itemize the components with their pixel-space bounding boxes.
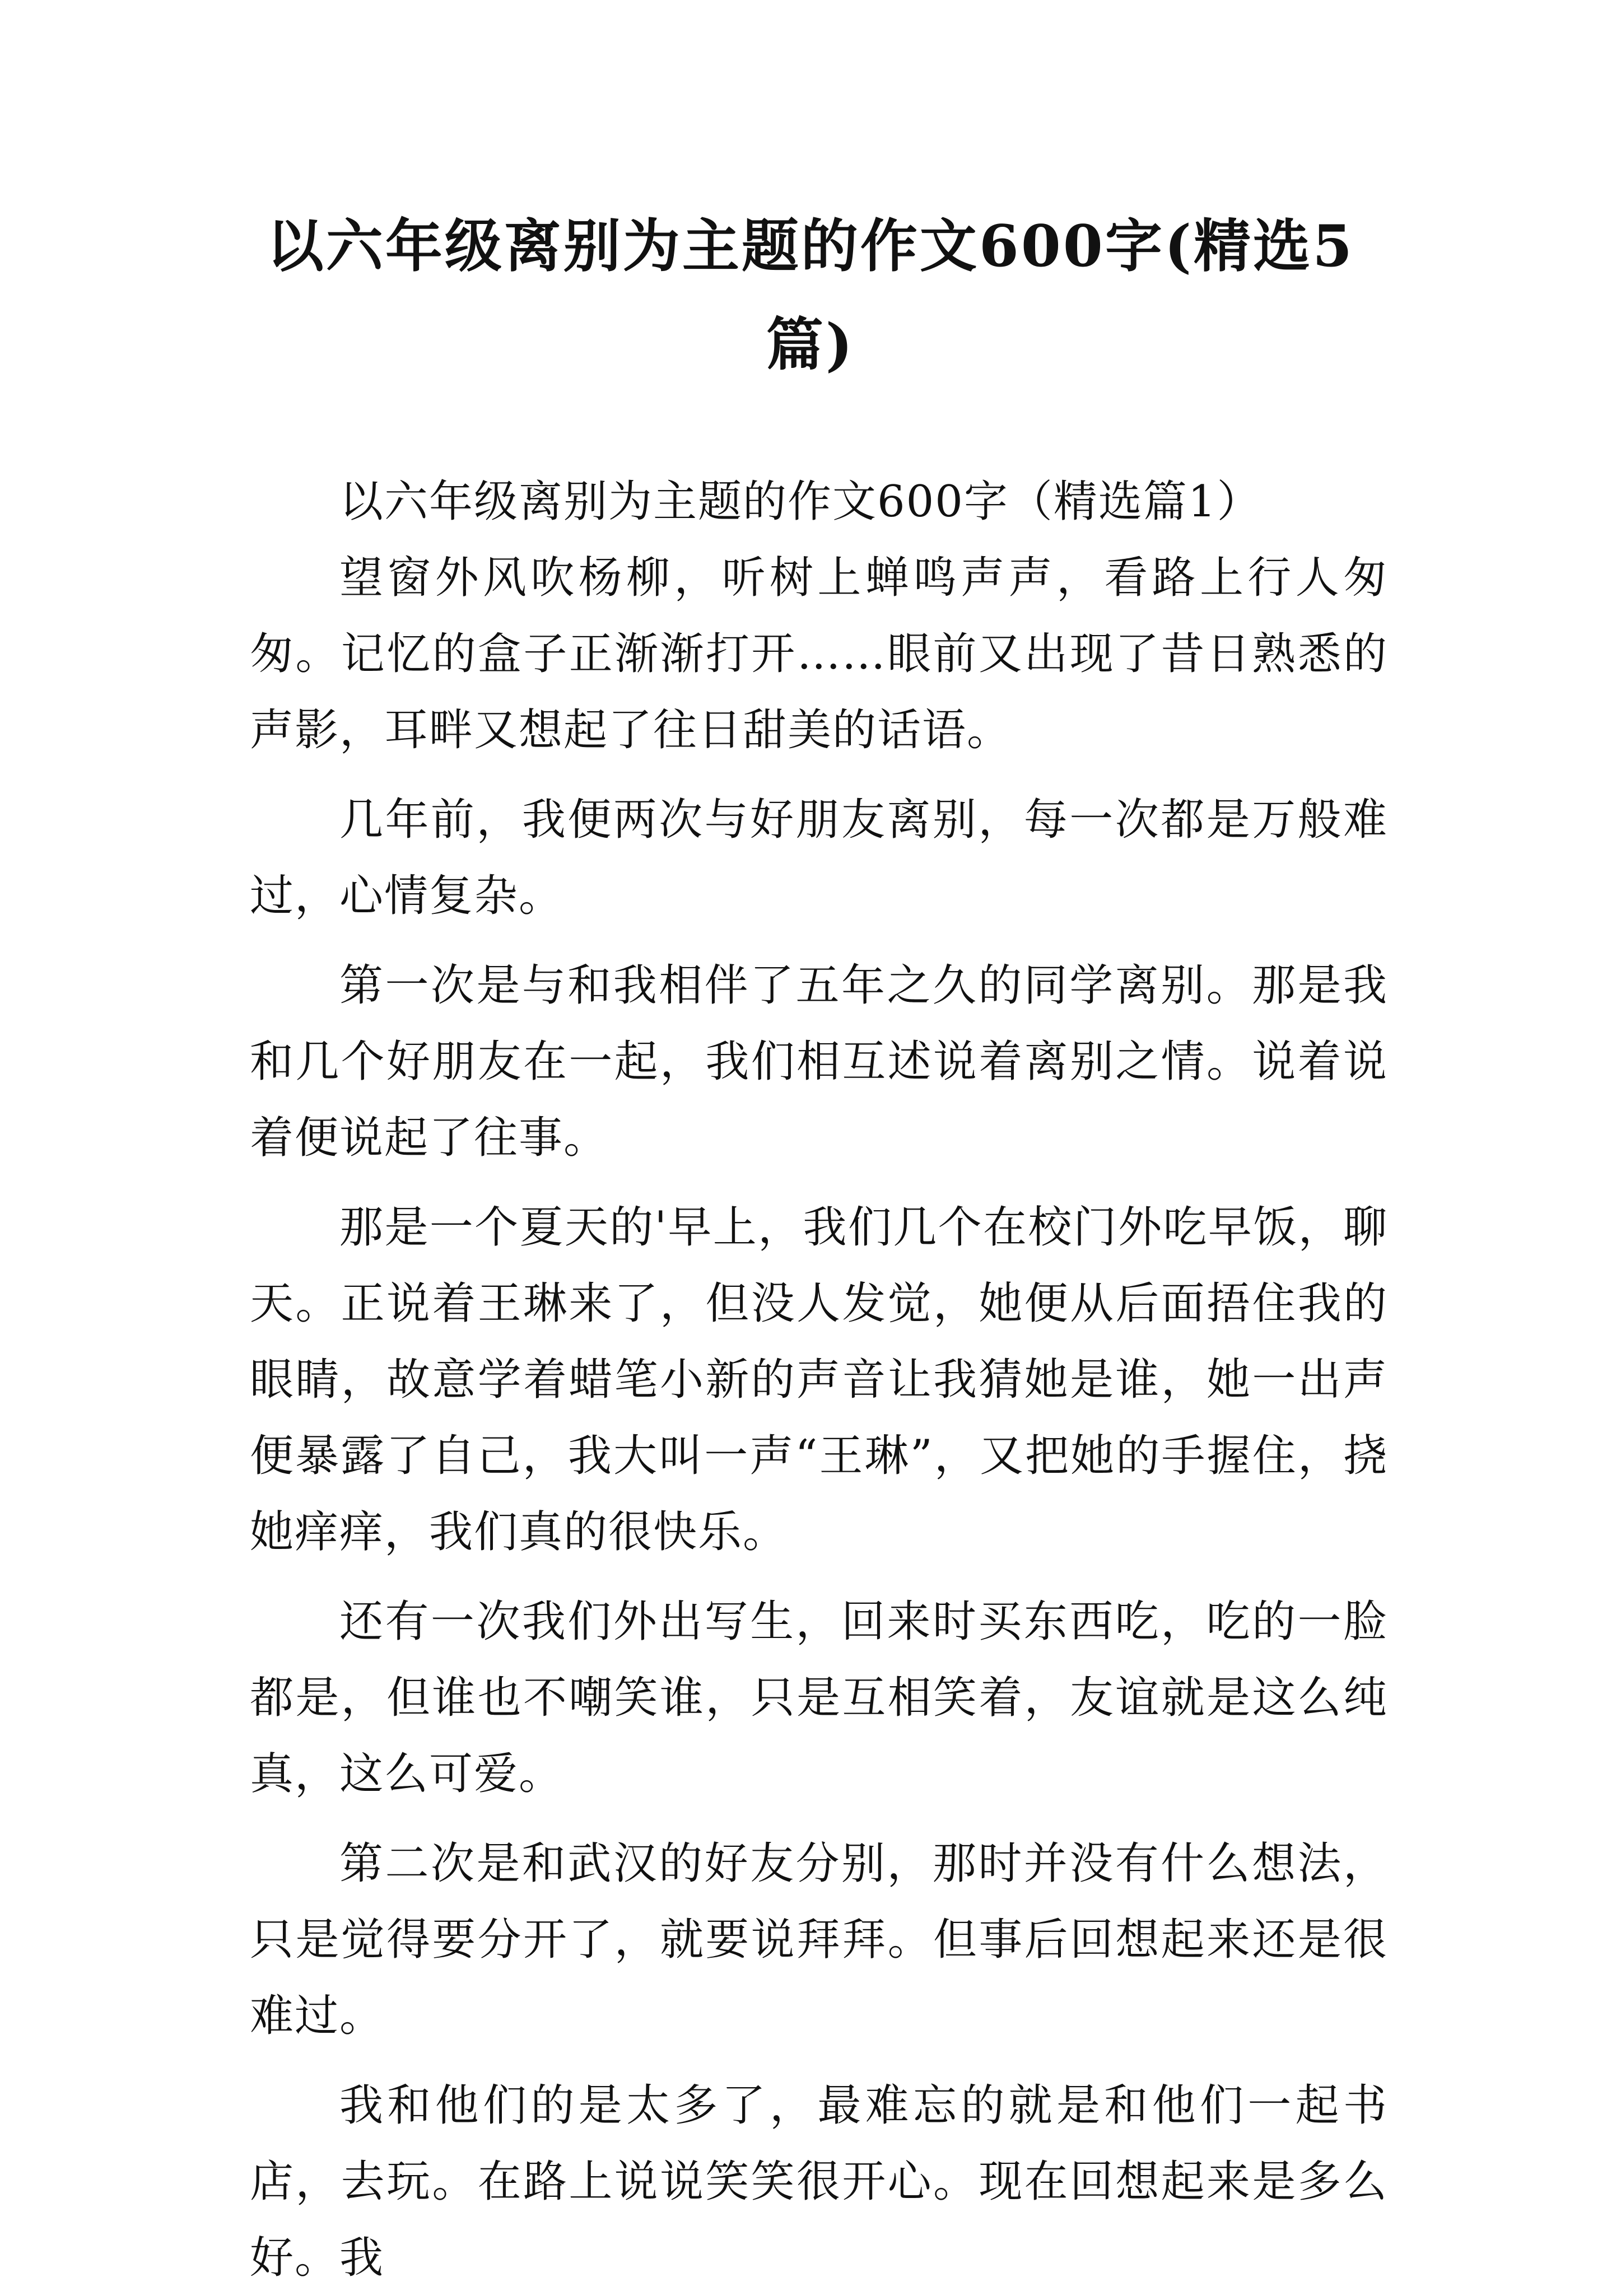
document-title: 以六年级离别为主题的作文600字(精选5篇)	[266, 213, 1355, 379]
paragraph: 还有一次我们外出写生，回来时买东西吃，吃的一脸都是，但谁也不嘲笑谁，只是互相笑着，友谊就是这么纯真，这么可爱。	[250, 1597, 1388, 1799]
paragraph: 那是一个夏天的'早上，我们几个在校门外吃早饭，聊天。正说着王琳来了，但没人发觉，她便从后面捂住我的眼睛，故意学着蜡笔小新的声音让我猜她是谁，她一出声便暴露了自己，我大叫一声“王琳”，又把她的手握住，挠她痒痒，我们真的很快乐。	[250, 1202, 1388, 1557]
paragraph: 几年前，我便两次与好朋友离别，每一次都是万般难过，心情复杂。	[250, 795, 1388, 921]
paragraph: 第一次是与和我相伴了五年之久的同学离别。那是我和几个好朋友在一起，我们相互述说着离别之情。说着说着便说起了往事。	[250, 960, 1388, 1163]
paragraph: 第二次是和武汉的好友分别，那时并没有什么想法，只是觉得要分开了，就要说拜拜。但事后回想起来还是很难过。	[250, 1838, 1388, 2041]
paragraph: 望窗外风吹杨柳，听树上蝉鸣声声，看路上行人匆匆。记忆的盒子正渐渐打开……眼前又出现了昔日熟悉的声影，耳畔又想起了往日甜美的话语。	[250, 553, 1388, 755]
section-heading: 以六年级离别为主题的作文600字（精选篇1）	[339, 477, 1262, 527]
document-body	[250, 464, 1388, 2296]
paragraph: 我和他们的是太多了，最难忘的就是和他们一起书店，去玩。在路上说说笑笑很开心。现在回想起来是多么好。我	[250, 2080, 1388, 2283]
